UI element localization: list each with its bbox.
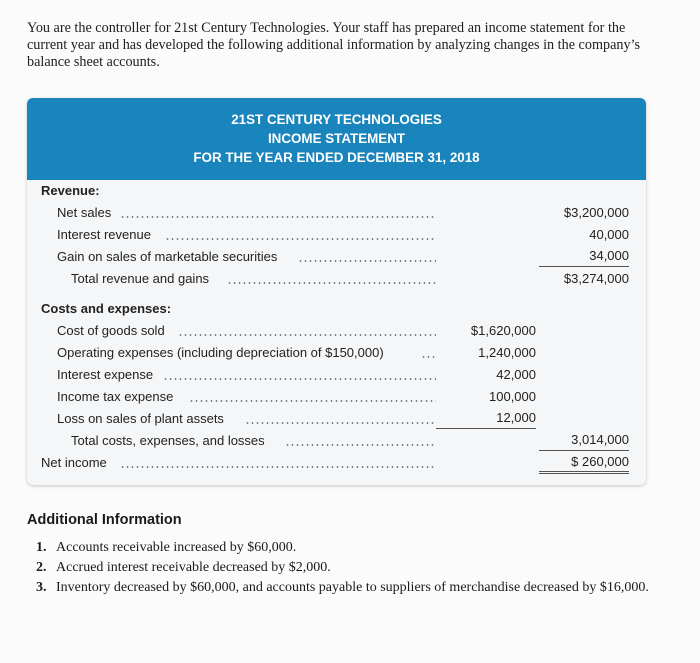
leader-dots: [163, 378, 436, 380]
leader-dots: [120, 466, 436, 468]
statement-row-income-tax: [27, 386, 646, 408]
statement-header: [27, 98, 646, 180]
company-name: 21ST CENTURY TECHNOLOGIES: [231, 112, 442, 127]
additional-info-title: Additional Information: [27, 512, 182, 528]
income-statement-panel: [27, 98, 646, 485]
row-amount: 40,000: [589, 227, 629, 242]
statement-row-interest-revenue: [27, 224, 646, 246]
statement-period: FOR THE YEAR ENDED DECEMBER 31, 2018: [193, 150, 480, 165]
statement-row-loss-plant-assets: [27, 408, 646, 430]
statement-row-net-income: [27, 452, 646, 474]
statement-row-gain-securities: [27, 246, 646, 268]
row-label: Loss on sales of plant assets: [57, 411, 224, 426]
leader-dots: [189, 400, 436, 402]
statement-row-net-sales: [27, 202, 646, 224]
row-label: Net sales: [57, 205, 112, 220]
row-label: Income tax expense: [57, 389, 174, 404]
list-item: 2. Accrued interest receivable decreased by $2,000.: [36, 560, 331, 575]
row-label: Gain on sales of marketable securities: [57, 249, 278, 264]
row-amount: $1,620,000: [470, 323, 536, 338]
statement-row-total-revenue: [27, 268, 646, 290]
statement-title: INCOME STATEMENT: [267, 131, 406, 146]
leader-dots: [298, 260, 436, 262]
leader-dots: [165, 238, 436, 240]
row-label: Interest expense: [57, 367, 154, 382]
leader-dots: [178, 334, 436, 336]
leader-dots: [421, 356, 436, 358]
additional-info-list: [36, 540, 661, 600]
row-amount: $3,200,000: [563, 205, 629, 220]
row-label: Cost of goods sold: [57, 323, 165, 338]
statement-row-total-costs: [27, 430, 646, 452]
row-amount: 42,000: [496, 367, 536, 382]
leader-dots: [285, 444, 436, 446]
leader-dots: [120, 216, 436, 218]
row-amount: 12,000: [436, 408, 536, 429]
row-amount: 100,000: [489, 389, 536, 404]
row-amount: $3,274,000: [563, 271, 629, 286]
row-label: Interest revenue: [57, 227, 151, 242]
row-amount: $ 260,000: [539, 452, 629, 474]
intro-paragraph: You are the controller for 21st Century Technologies. Your staff has prepared an income statement for the current year and has developed the following additional information by analyzing changes in the company’s balance sheet accounts.: [27, 20, 641, 70]
row-label: Total costs, expenses, and losses: [71, 433, 265, 448]
statement-row-cogs: [27, 320, 646, 342]
statement-row-interest-expense: [27, 364, 646, 386]
statement-row-operating-expenses: [27, 342, 646, 364]
row-amount: 3,014,000: [539, 430, 629, 451]
row-label: Total revenue and gains: [71, 271, 210, 286]
row-amount: 34,000: [539, 246, 629, 267]
row-amount: 1,240,000: [478, 345, 536, 360]
list-item: 1. Accounts receivable increased by $60,000.: [36, 540, 297, 555]
leader-dots: [245, 422, 436, 424]
row-label: Net income: [41, 455, 107, 470]
revenue-heading: Revenue:: [41, 183, 100, 198]
leader-dots: [227, 282, 436, 284]
list-item: 3. Inventory decreased by $60,000, and accounts payable to suppliers of merchandise decreased by $16,000.: [36, 580, 649, 595]
costs-heading: Costs and expenses:: [41, 301, 172, 316]
row-label: Operating expenses (including depreciation of $150,000): [57, 345, 384, 360]
